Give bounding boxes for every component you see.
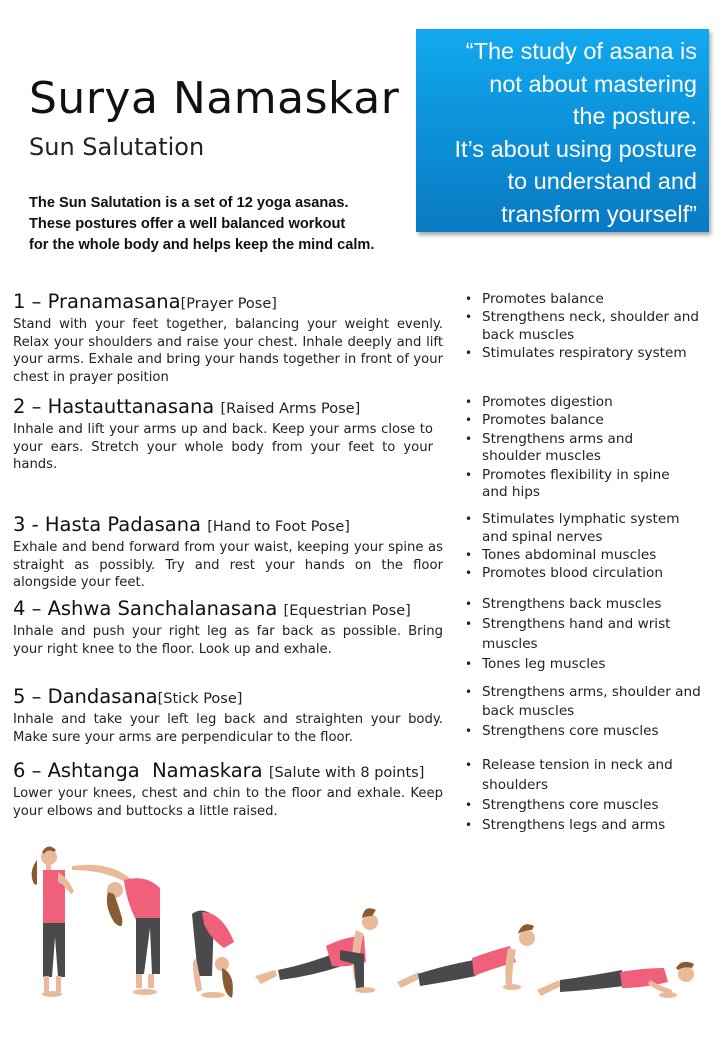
pose-6-benefits bbox=[462, 756, 712, 836]
pose-description: Inhale and lift your arms up and back. Keep your arms close to your ears. Stretch your whole body from your feet to your hands. bbox=[13, 422, 433, 472]
benefit-item: • Promotes digestion bbox=[462, 394, 712, 412]
pose-alias: [Raised Arms Pose] bbox=[220, 401, 361, 417]
benefit-item: • Promotes balance bbox=[462, 412, 712, 430]
benefit-item: • Strengthens core muscles bbox=[462, 796, 712, 816]
figure-stick-pose bbox=[397, 924, 535, 990]
pose-3 bbox=[13, 514, 443, 592]
pose-number: 5 – bbox=[13, 685, 42, 708]
pose-heading bbox=[13, 760, 443, 784]
pose-description: Lower your knees, chest and chin to the floor and exhale. Keep your elbows and buttocks a little raised. bbox=[13, 786, 443, 819]
benefit-item: • Strengthens core muscles bbox=[462, 722, 712, 741]
benefit-item: • Strengthens arms, shoulder and back muscles bbox=[462, 683, 707, 721]
pose-1 bbox=[13, 291, 443, 386]
pose-name: Hasta Padasana bbox=[44, 513, 202, 536]
pose-alias: [Prayer Pose] bbox=[180, 296, 277, 312]
pose-name: Hastauttanasana bbox=[47, 395, 215, 418]
pose-heading bbox=[13, 686, 443, 710]
pose-heading bbox=[13, 291, 443, 315]
quote-line: “The study of asana is bbox=[465, 38, 697, 64]
pose-heading bbox=[13, 598, 443, 622]
pose-2 bbox=[13, 396, 443, 474]
benefit-item: • Promotes blood circulation bbox=[462, 565, 712, 583]
figure-raised-arms-pose bbox=[72, 865, 160, 995]
pose-3-benefits bbox=[462, 511, 712, 584]
figure-hand-to-foot-pose bbox=[192, 910, 234, 998]
benefit-item: • Release tension in neck and shoulders bbox=[462, 756, 697, 795]
pose-4-benefits bbox=[462, 595, 712, 675]
pose-description: Exhale and bend forward from your waist, keeping your spine as straight as possibly. Try and rest your hands on the floor alongside your feet. bbox=[13, 540, 443, 590]
pose-alias: [Stick Pose] bbox=[157, 691, 243, 707]
benefit-item: • Strengthens back muscles bbox=[462, 595, 712, 615]
pose-heading bbox=[13, 396, 443, 420]
pose-5-benefits bbox=[462, 683, 712, 741]
pose-heading bbox=[13, 514, 443, 538]
pose-description: Stand with your feet together, balancing your weight evenly. Relax your shoulders and raise your chest. Inhale deeply and lift your arms. Exhale and bring your hands together in front of your chest in prayer position bbox=[13, 317, 443, 385]
pose-2-benefits bbox=[462, 394, 712, 503]
pose-sequence-illustration bbox=[0, 830, 720, 1040]
benefit-item: • Strengthens legs and arms bbox=[462, 816, 712, 836]
intro-text bbox=[29, 193, 429, 256]
benefit-item: • Promotes balance bbox=[462, 291, 712, 309]
pose-alias: [Salute with 8 points] bbox=[268, 765, 425, 781]
pose-number: 4 – bbox=[13, 597, 42, 620]
pose-alias: [Equestrian Pose] bbox=[283, 603, 411, 619]
benefit-item: • Strengthens hand and wrist muscles bbox=[462, 615, 702, 654]
page-subtitle: Sun Salutation bbox=[29, 133, 205, 161]
benefit-item: • Tones abdominal muscles bbox=[462, 547, 712, 565]
figure-equestrian-pose bbox=[255, 908, 378, 993]
pose-description: Inhale and take your left leg back and straighten your body. Make sure your arms are perpendicular to the floor. bbox=[13, 712, 443, 745]
quote-line: It’s about using posture bbox=[454, 135, 697, 162]
quote-box bbox=[416, 29, 709, 232]
page-title: Surya Namaskar bbox=[29, 73, 400, 124]
pose-6 bbox=[13, 760, 443, 820]
benefit-item: • Stimulates lymphatic system and spinal nerves bbox=[462, 511, 697, 547]
intro-line: The Sun Salutation is a set of 12 yoga asanas. bbox=[29, 195, 349, 211]
pose-alias: [Hand to Foot Pose] bbox=[207, 519, 350, 535]
benefit-item: • Stimulates respiratory system bbox=[462, 345, 712, 363]
pose-name: Ashtanga Namaskara bbox=[47, 759, 263, 782]
quote-line: the posture. bbox=[572, 103, 697, 129]
pose-name: Pranamasana bbox=[47, 290, 181, 313]
benefit-item: • Strengthens arms and shoulder muscles bbox=[462, 431, 652, 467]
pose-description: Inhale and push your right leg as far back as possible. Bring your right knee to the floor. Look up and exhale. bbox=[13, 624, 443, 657]
intro-line: These postures offer a well balanced workout bbox=[29, 216, 346, 232]
figure-prayer-pose bbox=[32, 846, 74, 997]
quote-line: not about mastering bbox=[489, 70, 697, 97]
pose-4 bbox=[13, 598, 443, 658]
pose-1-benefits bbox=[462, 291, 712, 364]
pose-number: 2 – bbox=[13, 395, 42, 418]
figure-salute-eight-points-pose bbox=[537, 962, 694, 998]
pose-name: Dandasana bbox=[47, 685, 158, 708]
benefit-item: • Promotes flexibility in spine and hips bbox=[462, 467, 697, 503]
pose-number: 3 - bbox=[13, 513, 39, 536]
pose-number: 1 – bbox=[13, 290, 42, 313]
pose-name: Ashwa Sanchalanasana bbox=[47, 597, 278, 620]
benefit-item: • Strengthens neck, shoulder and back muscles bbox=[462, 309, 712, 345]
quote-line: to understand and bbox=[507, 168, 697, 194]
pose-number: 6 – bbox=[13, 759, 42, 782]
quote-line: transform yourself” bbox=[501, 200, 697, 227]
intro-line: for the whole body and helps keep the mind calm. bbox=[29, 237, 375, 253]
pose-5 bbox=[13, 686, 443, 746]
benefit-item: • Tones leg muscles bbox=[462, 655, 712, 675]
